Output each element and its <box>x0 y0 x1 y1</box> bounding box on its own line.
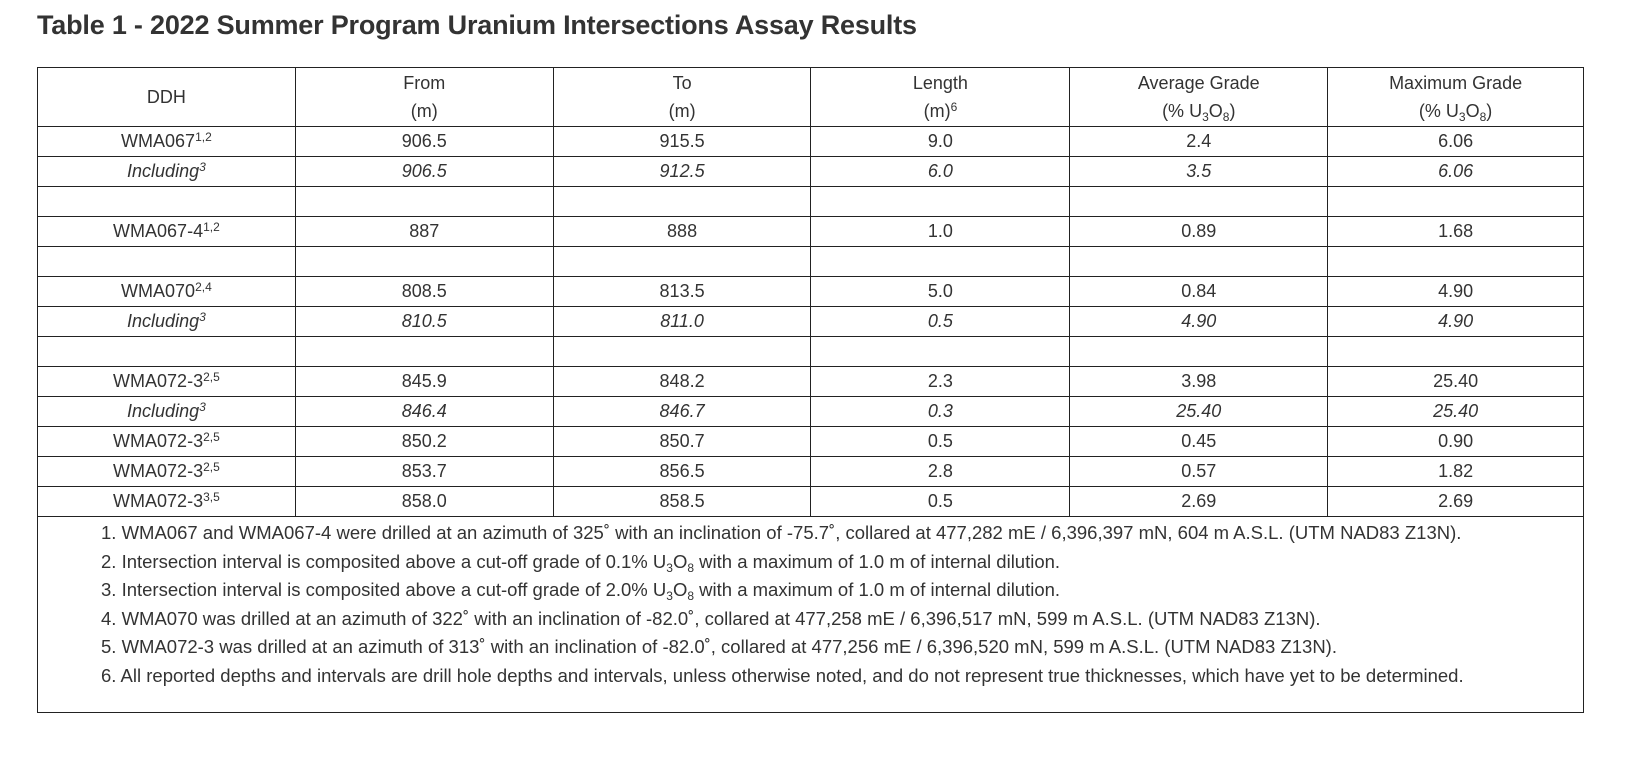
footnote-1: 1. WMA067 and WMA067-4 were drilled at an azimuth of 325˚ with an inclination of -75.7˚, collared at 477,282 mE / 6,396,397 mN, 604 m A.S.L. (UTM NAD83 Z13N). <box>101 522 1462 543</box>
to-cell: 813.5 <box>553 277 811 307</box>
ddh-cell: WMA067$^{1,2}$ <box>38 127 296 157</box>
table-row <box>38 487 1584 517</box>
length-cell: 2.8 <box>811 457 1070 487</box>
to-cell: 846.7 <box>553 397 811 427</box>
table-row-including <box>38 307 1584 337</box>
length-cell: 0.5 <box>811 307 1070 337</box>
footnote-4: 4. WMA070 was drilled at an azimuth of 322˚ with an inclination of -82.0˚, collared at 477,258 mE / 6,396,517 mN, 599 m A.S.L. (UTM NAD83 Z13N). <box>101 607 1321 629</box>
blank-row <box>38 247 1584 277</box>
ddh-cell: WMA072-3$^{2,5}$ <box>38 427 296 457</box>
blank-row <box>38 337 1584 367</box>
from-cell: 810.5 <box>295 307 553 337</box>
length-cell: 0.5 <box>811 427 1070 457</box>
max-grade-cell: 4.90 <box>1328 277 1584 307</box>
max-grade-cell: 6.06 <box>1328 157 1584 187</box>
table-title: Table 1 - 2022 Summer Program Uranium Intersections Assay Results <box>37 10 917 40</box>
to-cell: 858.5 <box>553 487 811 517</box>
to-cell: 848.2 <box>553 367 811 397</box>
header-from: From (m) <box>295 68 553 127</box>
ddh-cell: WMA067-4$^{1,2}$ <box>38 217 296 247</box>
to-cell: 811.0 <box>553 307 811 337</box>
avg-grade-cell: 2.69 <box>1070 487 1328 517</box>
notes-row <box>38 517 1584 713</box>
footnote-6: 6. All reported depths and intervals are drill hole depths and intervals, unless otherwise noted, and do not represent true thicknesses, which have yet to be determined. <box>101 664 1464 686</box>
length-cell: 5.0 <box>811 277 1070 307</box>
ddh-cell: Including$^3$ <box>38 397 296 427</box>
ddh-cell: WMA072-3$^{2,5}$ <box>38 367 296 397</box>
avg-grade-cell: 2.4 <box>1070 127 1328 157</box>
length-cell: 0.5 <box>811 487 1070 517</box>
length-cell: 1.0 <box>811 217 1070 247</box>
header-to: To (m) <box>553 68 811 127</box>
avg-grade-cell: 0.84 <box>1070 277 1328 307</box>
table-row <box>38 277 1584 307</box>
length-cell: 2.3 <box>811 367 1070 397</box>
header-length: Length $(m)^6$ <box>811 68 1070 127</box>
max-grade-cell: 2.69 <box>1328 487 1584 517</box>
from-cell: 906.5 <box>295 127 553 157</box>
footnote-3: 3. Intersection interval is composited above a cut-off grade of 2.0% $U_3O_8$ with a maximum of 1.0 m of internal dilution. <box>101 579 1061 603</box>
length-cell: 0.3 <box>811 397 1070 427</box>
to-cell: 888 <box>553 217 811 247</box>
avg-grade-cell: 25.40 <box>1070 397 1328 427</box>
max-grade-cell: 1.68 <box>1328 217 1584 247</box>
length-cell: 9.0 <box>811 127 1070 157</box>
from-cell: 808.5 <box>295 277 553 307</box>
max-grade-cell: 1.82 <box>1328 457 1584 487</box>
ddh-cell: WMA072-3$^{3,5}$ <box>38 487 296 517</box>
table-row-including <box>38 397 1584 427</box>
max-grade-cell: 4.90 <box>1328 307 1584 337</box>
max-grade-cell: 0.90 <box>1328 427 1584 457</box>
footnote-2: 2. Intersection interval is composited above a cut-off grade of 0.1% $U_3O_8$ with a maximum of 1.0 m of internal dilution. <box>101 550 1061 575</box>
length-cell: 6.0 <box>811 157 1070 187</box>
footnote-5: 5. WMA072-3 was drilled at an azimuth of 313˚ with an inclination of -82.0˚, collared at 477,256 mE / 6,396,520 mN, 599 m A.S.L. (UTM NAD83 Z13N). <box>101 636 1337 657</box>
ddh-cell: WMA070$^{2,4}$ <box>38 277 296 307</box>
ddh-cell: WMA072-3$^{2,5}$ <box>38 457 296 487</box>
from-cell: 887 <box>295 217 553 247</box>
table-row <box>38 367 1584 397</box>
to-cell: 915.5 <box>553 127 811 157</box>
from-cell: 845.9 <box>295 367 553 397</box>
from-cell: 906.5 <box>295 157 553 187</box>
table-row <box>38 217 1584 247</box>
table-row <box>38 127 1584 157</box>
max-grade-cell: 6.06 <box>1328 127 1584 157</box>
header-average-grade: Average Grade (% $U_3O_8$) <box>1070 68 1328 127</box>
blank-row <box>38 187 1584 217</box>
table-row <box>38 457 1584 487</box>
avg-grade-cell: 0.57 <box>1070 457 1328 487</box>
avg-grade-cell: 0.89 <box>1070 217 1328 247</box>
max-grade-cell: 25.40 <box>1328 397 1584 427</box>
ddh-cell: Including$^3$ <box>38 157 296 187</box>
table-row-including <box>38 157 1584 187</box>
max-grade-cell: 25.40 <box>1328 367 1584 397</box>
to-cell: 850.7 <box>553 427 811 457</box>
from-cell: 853.7 <box>295 457 553 487</box>
header-maximum-grade: Maximum Grade (% $U_3O_8$) <box>1328 68 1584 127</box>
avg-grade-cell: 4.90 <box>1070 307 1328 337</box>
ddh-cell: Including$^3$ <box>38 307 296 337</box>
assay-results-table <box>37 67 1584 713</box>
from-cell: 850.2 <box>295 427 553 457</box>
avg-grade-cell: 0.45 <box>1070 427 1328 457</box>
header-row <box>38 68 1584 127</box>
from-cell: 858.0 <box>295 487 553 517</box>
to-cell: 856.5 <box>553 457 811 487</box>
footnotes <box>38 517 1584 713</box>
table-row <box>38 427 1584 457</box>
to-cell: 912.5 <box>553 157 811 187</box>
avg-grade-cell: 3.5 <box>1070 157 1328 187</box>
from-cell: 846.4 <box>295 397 553 427</box>
avg-grade-cell: 3.98 <box>1070 367 1328 397</box>
header-ddh: DDH <box>38 68 296 127</box>
